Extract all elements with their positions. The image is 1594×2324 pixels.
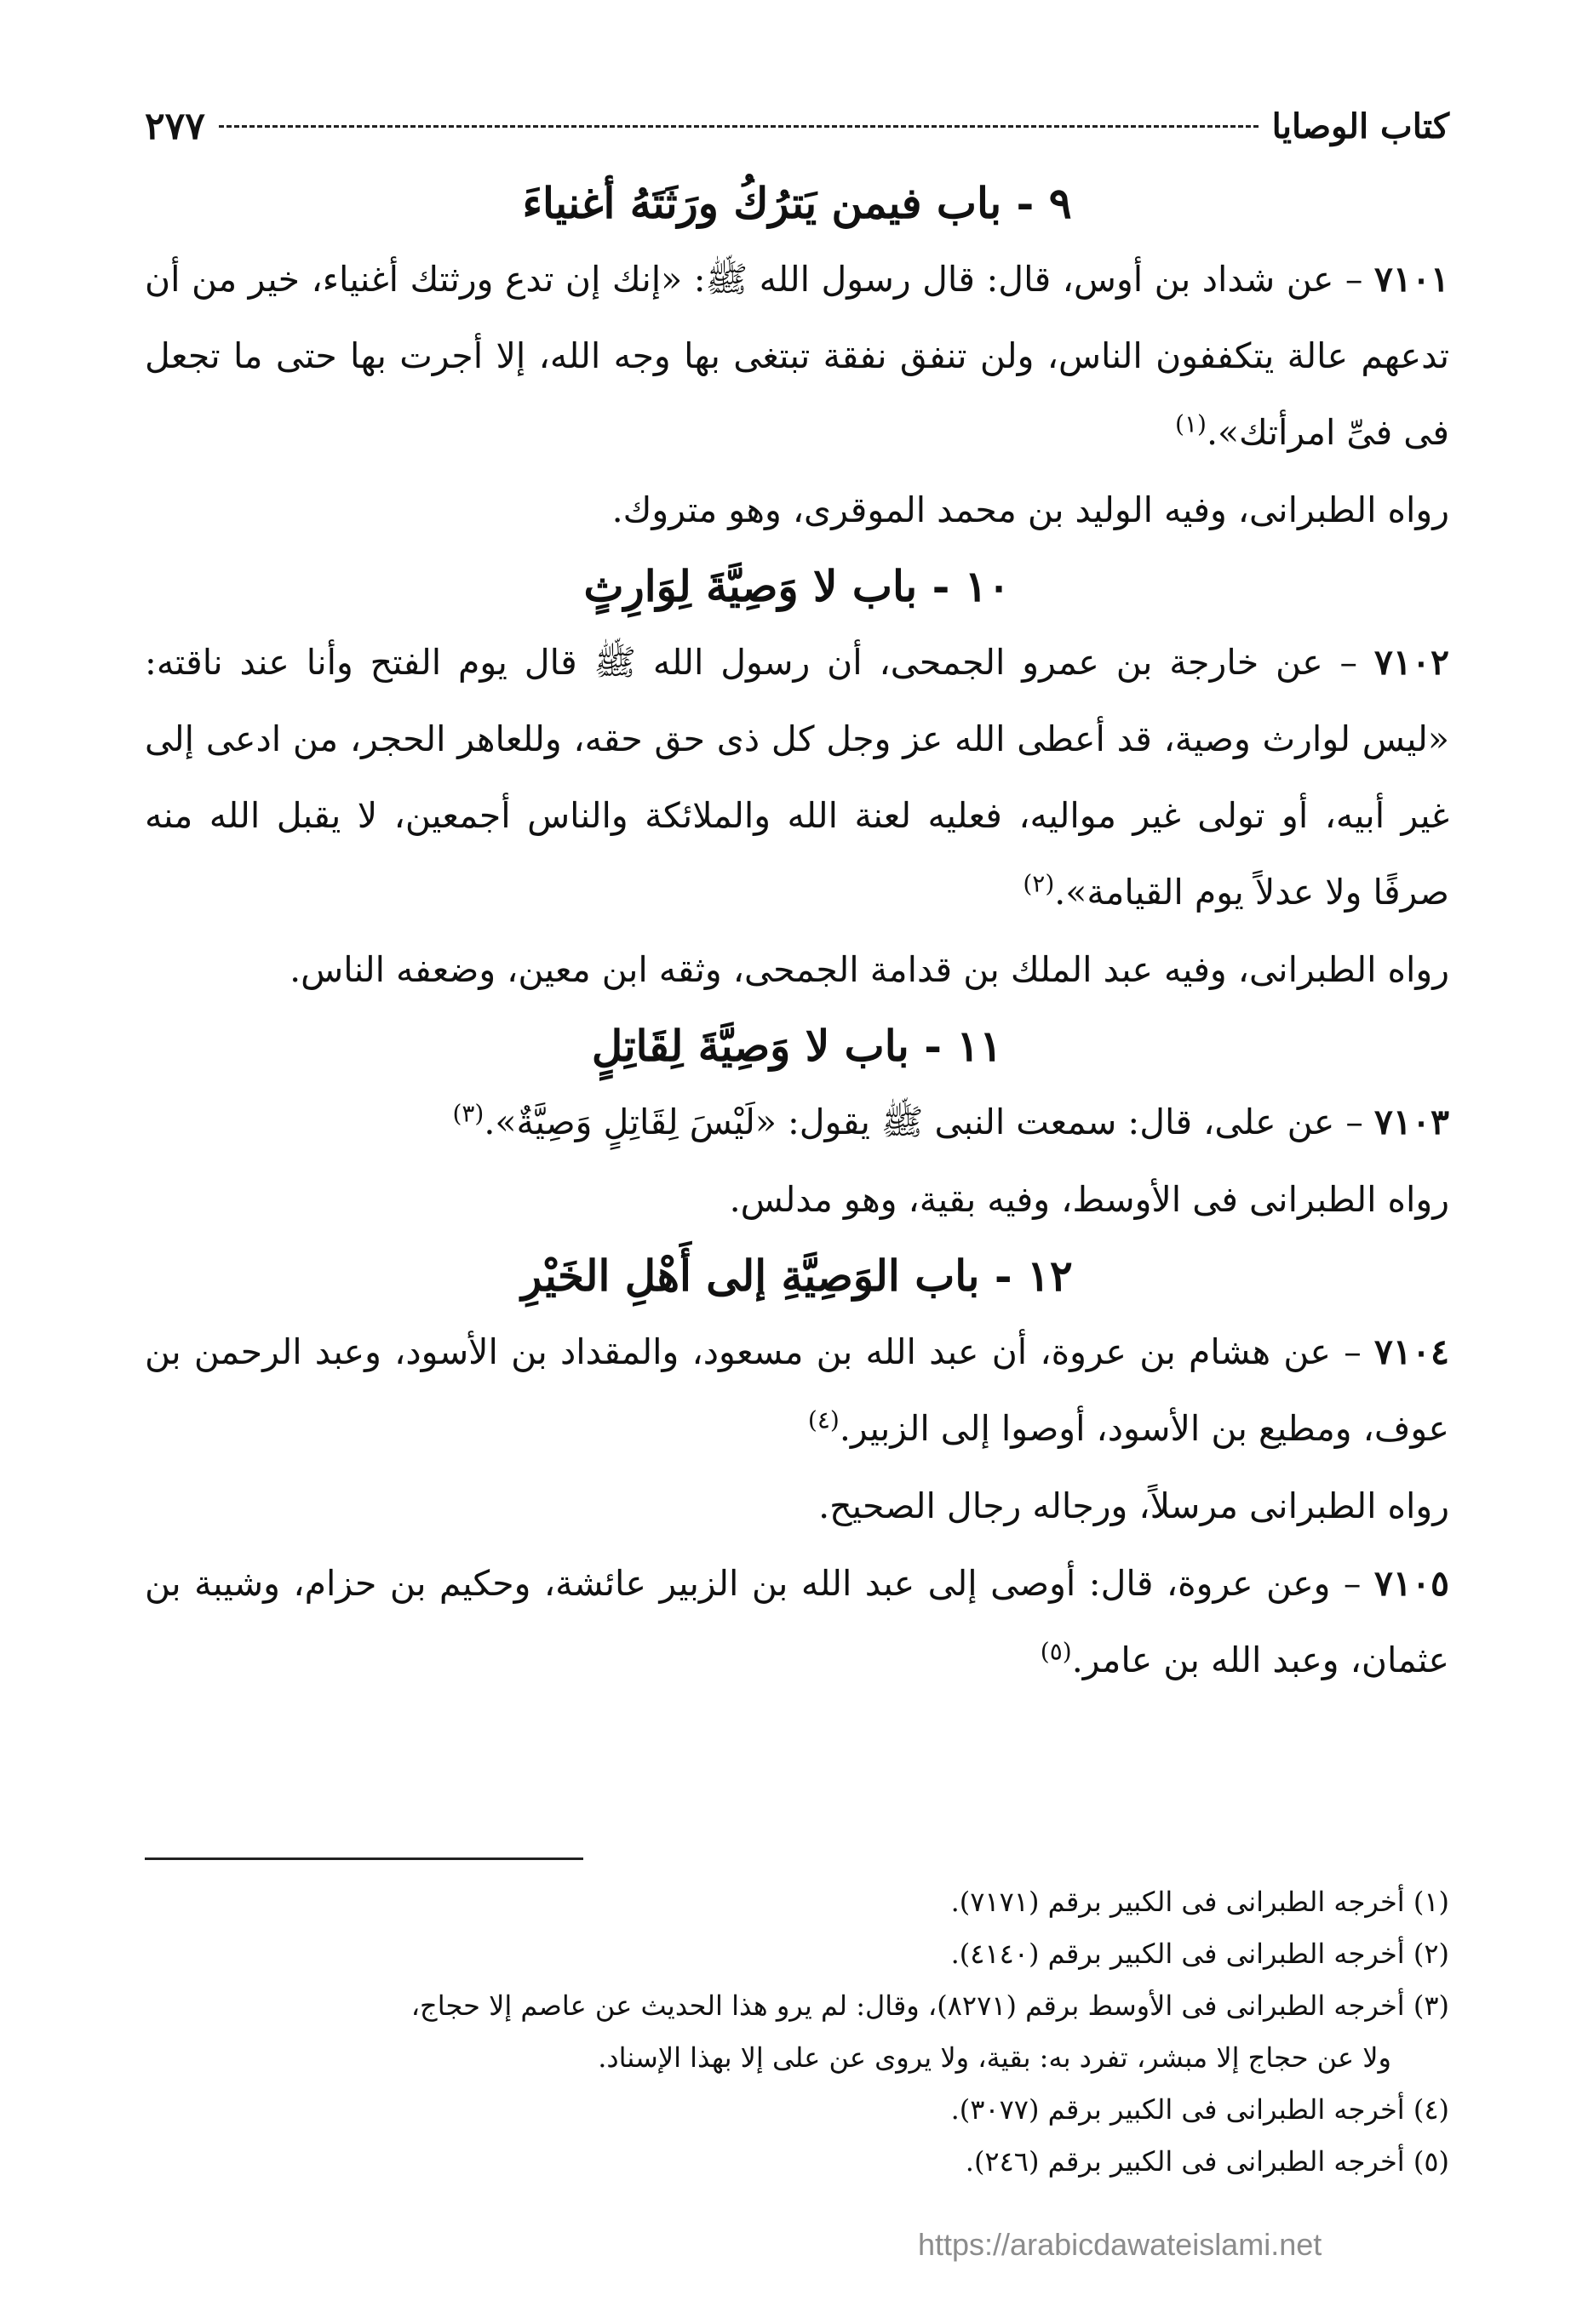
footnote-ref[interactable]: (٣)	[452, 1099, 485, 1128]
narration-note: رواه الطبرانى مرسلاً، ورجاله رجال الصحيح.	[818, 1485, 1449, 1526]
footnote	[145, 1928, 1449, 1980]
footnote-marker: (٤)	[1413, 2093, 1449, 2126]
hadith-paragraph: ٧١٠٥ – وعن عروة، قال: أوصى إلى عبد الله بن الزبير عائشة، وحكيم بن حزام، وشيبة بن عثمان، وعبد الله بن عامر.$^{(٥)}$	[145, 1563, 1449, 1680]
footnote-text: أخرجه الطبرانى فى الكبير برقم (٧١٧١).	[950, 1886, 1405, 1918]
chapter-heading: ١١ - باب لا وَصِيَّةَ لِقَاتِلٍ	[591, 1021, 1003, 1071]
footnote-ref[interactable]: (١)	[1175, 409, 1207, 438]
chapter-heading: ١٠ - باب لا وَصِيَّةَ لِوَارِثٍ	[583, 561, 1011, 611]
footnote	[145, 1980, 1449, 2032]
hadith-number: ٧١٠٣	[1373, 1102, 1449, 1142]
hadith-text: عن هشام بن عروة، أن عبد الله بن مسعود، والمقداد بن الأسود، وعبد الرحمن بن عوف، ومطيع بن الأسود، أوصوا إلى الزبير.	[145, 1331, 1449, 1449]
footnote	[145, 2136, 1449, 2188]
footnote-continuation: ولا عن حجاج إلا مبشر، تفرد به: بقية، ولا يروى عن على إلا بهذا الإسناد.	[598, 2041, 1391, 2074]
footnote-text: أخرجه الطبرانى فى الكبير برقم (٣٠٧٧).	[950, 2093, 1405, 2126]
footnote-ref[interactable]: (٢)	[1023, 869, 1055, 898]
hadith-text: وعن عروة، قال: أوصى إلى عبد الله بن الزبير عائشة، وحكيم بن حزام، وشيبة بن عثمان، وعبد الله بن عامر.	[145, 1563, 1449, 1680]
hadith-paragraph: ٧١٠٣ – عن على، قال: سمعت النبى ﷺ يقول: «لَيْسَ لِقَاتِلٍ وَصِيَّةٌ».$^{(٣)}$	[452, 1099, 1449, 1142]
footnote	[145, 1876, 1449, 1928]
hadith-text: عن شداد بن أوس، قال: قال رسول الله ﷺ: «إنك إن تدع ورثتك أغنياء، خير من أن تدعهم عالة يتكففون الناس، ولن تنفق نفقة تبتغى بها وجه الله، إلا أجرت بها حتى ما تجعل فى فىِّ امرأتك».	[145, 259, 1449, 453]
page-body	[145, 166, 1449, 1698]
narration-note: رواه الطبرانى فى الأوسط، وفيه بقية، وهو مدلس.	[729, 1179, 1449, 1220]
hadith-number: ٧١٠١	[1373, 259, 1449, 300]
chapter-heading: ٩ - باب فيمن يَترُكُ ورَثَتَهُ أغنياءَ	[522, 178, 1072, 228]
footnote-ref[interactable]: (٤)	[807, 1405, 840, 1434]
hadith-text: عن على، قال: سمعت النبى ﷺ يقول: «لَيْسَ لِقَاتِلٍ وَصِيَّةٌ».	[484, 1102, 1335, 1142]
footnote-marker: (١)	[1413, 1886, 1449, 1918]
hadith-paragraph: ٧١٠١ – عن شداد بن أوس، قال: قال رسول الله ﷺ: «إنك إن تدع ورثتك أغنياء، خير من أن تدعهم عالة يتكففون الناس، ولن تنفق نفقة تبتغى بها وجه الله، إلا أجرت بها حتى ما تجعل فى فىِّ امرأتك».$^{(١)}$	[145, 259, 1449, 453]
hadith-paragraph: ٧١٠٤ – عن هشام بن عروة، أن عبد الله بن مسعود، والمقداد بن الأسود، وعبد الرحمن بن عوف، ومطيع بن الأسود، أوصوا إلى الزبير.$^{(٤)}$	[145, 1331, 1449, 1449]
footnote-marker: (٥)	[1413, 2145, 1449, 2178]
footnote-ref[interactable]: (٥)	[1040, 1637, 1072, 1666]
book-title: كتاب الوصايا	[1271, 106, 1449, 146]
narration-note: رواه الطبرانى، وفيه الوليد بن محمد الموقرى، وهو متروك.	[611, 489, 1449, 530]
footnote-text: أخرجه الطبرانى فى الأوسط برقم (٨٢٧١)، وقال: لم يرو هذا الحديث عن عاصم إلا حجاج،	[410, 1989, 1405, 2022]
hadith-number: ٧١٠٢	[1373, 642, 1449, 683]
header-dashed-rule	[219, 125, 1259, 128]
chapter-heading: ١٢ - باب الوَصِيَّةِ إلى أَهْلِ الخَيْرِ	[521, 1251, 1073, 1301]
hadith-number: ٧١٠٥	[1373, 1563, 1449, 1604]
footnote-marker: (٣)	[1413, 1989, 1449, 2022]
footnote-marker: (٢)	[1413, 1938, 1449, 1970]
page-number: ٢٧٧	[145, 104, 205, 148]
hadith-paragraph: ٧١٠٢ – عن خارجة بن عمرو الجمحى، أن رسول الله ﷺ قال يوم الفتح وأنا عند ناقته: «ليس لوارث وصية، قد أعطى الله عز وجل كل ذى حق حقه، وللعاهر الحجر، من ادعى إلى غير أبيه، أو تولى غير مواليه، فعليه لعنة الله والملائكة والناس أجمعين، لا يقبل الله منه صرفًا ولا عدلاً يوم القيامة».$^{(٢)}$	[145, 642, 1449, 913]
footnotes	[145, 1876, 1449, 2188]
running-head	[145, 100, 1449, 152]
footnote	[145, 2084, 1449, 2136]
hadith-text: عن خارجة بن عمرو الجمحى، أن رسول الله ﷺ قال يوم الفتح وأنا عند ناقته: «ليس لوارث وصية، قد أعطى الله عز وجل كل ذى حق حقه، وللعاهر الحجر، من ادعى إلى غير أبيه، أو تولى غير مواليه، فعليه لعنة الله والملائكة والناس أجمعين، لا يقبل الله منه صرفًا ولا عدلاً يوم القيامة».	[145, 642, 1449, 913]
hadith-number: ٧١٠٤	[1373, 1331, 1449, 1372]
footnote-separator	[145, 1857, 583, 1860]
narration-note: رواه الطبرانى، وفيه عبد الملك بن قدامة الجمحى، وثقه ابن معين، وضعفه الناس.	[290, 949, 1449, 990]
watermark-url: https://arabicdawateislami.net	[918, 2227, 1322, 2262]
footnote-text: أخرجه الطبرانى فى الكبير برقم (٢٤٦).	[965, 2145, 1405, 2178]
footnote-text: أخرجه الطبرانى فى الكبير برقم (٤١٤٠).	[950, 1938, 1405, 1970]
